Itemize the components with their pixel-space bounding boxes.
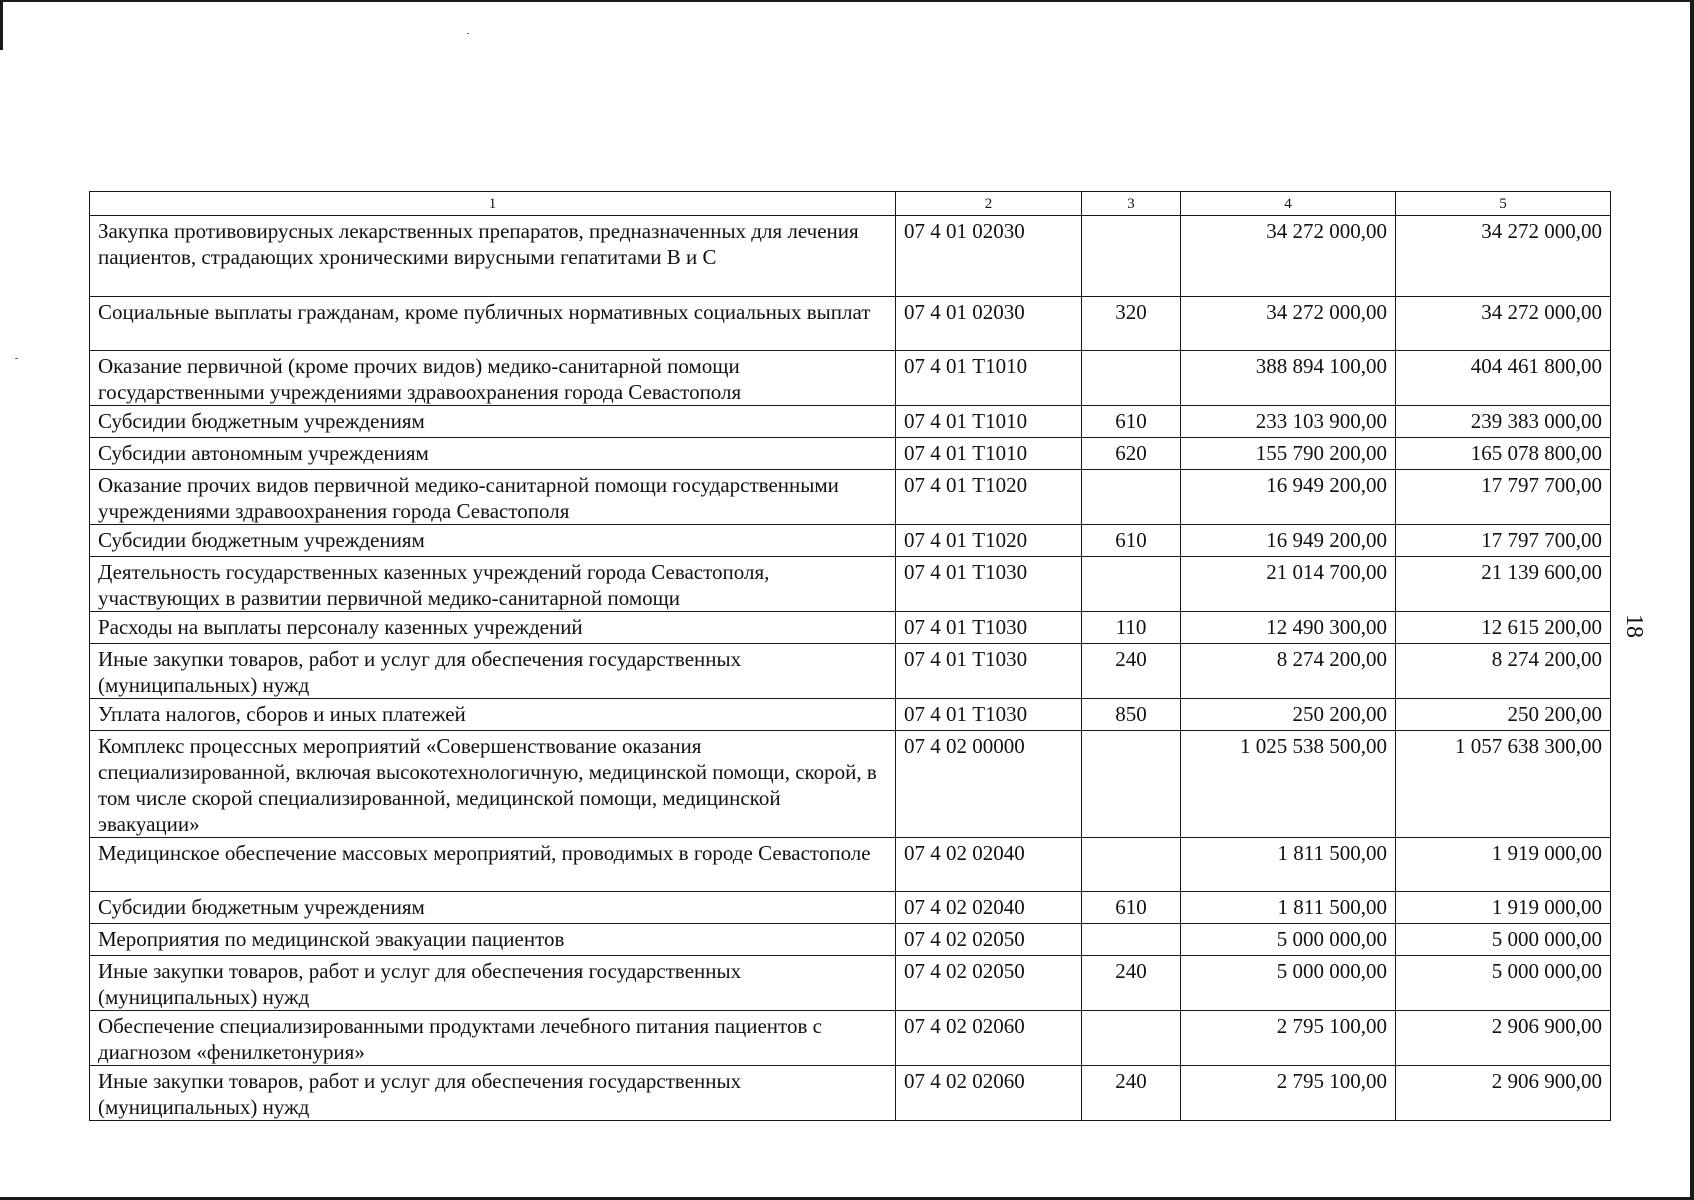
row-name-cell: Расходы на выплаты персоналу казенных учреждений — [90, 612, 896, 644]
row-code-cell: 07 4 02 02040 — [896, 892, 1082, 924]
row-expense-type-cell: 240 — [1082, 956, 1181, 1011]
row-code-cell: 07 4 02 02060 — [896, 1011, 1082, 1066]
table-body — [90, 216, 1611, 1121]
row-amount-year1-cell: 2 795 100,00 — [1181, 1011, 1396, 1066]
table-row — [90, 924, 1611, 956]
row-expense-type-cell: 610 — [1082, 892, 1181, 924]
row-expense-type-cell — [1082, 557, 1181, 612]
table-row — [90, 644, 1611, 699]
row-name-cell: Уплата налогов, сборов и иных платежей — [90, 699, 896, 731]
row-amount-year1-cell: 12 490 300,00 — [1181, 612, 1396, 644]
row-code-cell: 07 4 01 Т1030 — [896, 644, 1082, 699]
row-amount-year1-cell: 155 790 200,00 — [1181, 438, 1396, 470]
budget-table — [89, 191, 1611, 1121]
row-amount-year2-cell: 21 139 600,00 — [1396, 557, 1611, 612]
row-name-cell: Оказание первичной (кроме прочих видов) медико-санитарной помощи государственными учреждениями здравоохранения города Севастополя — [90, 351, 896, 406]
row-expense-type-cell — [1082, 731, 1181, 838]
row-amount-year2-cell: 165 078 800,00 — [1396, 438, 1611, 470]
row-name-cell: Субсидии бюджетным учреждениям — [90, 892, 896, 924]
table-row — [90, 438, 1611, 470]
row-amount-year2-cell: 250 200,00 — [1396, 699, 1611, 731]
row-amount-year1-cell: 250 200,00 — [1181, 699, 1396, 731]
row-expense-type-cell — [1082, 924, 1181, 956]
row-amount-year1-cell: 5 000 000,00 — [1181, 924, 1396, 956]
row-amount-year1-cell: 388 894 100,00 — [1181, 351, 1396, 406]
row-code-cell: 07 4 01 Т1030 — [896, 699, 1082, 731]
row-amount-year1-cell: 5 000 000,00 — [1181, 956, 1396, 1011]
table-row — [90, 406, 1611, 438]
row-expense-type-cell — [1082, 216, 1181, 297]
row-name-cell: Субсидии автономным учреждениям — [90, 438, 896, 470]
row-code-cell: 07 4 01 Т1030 — [896, 557, 1082, 612]
row-amount-year2-cell: 2 906 900,00 — [1396, 1066, 1611, 1121]
row-code-cell: 07 4 02 02040 — [896, 838, 1082, 892]
row-amount-year2-cell: 17 797 700,00 — [1396, 470, 1611, 525]
row-code-cell: 07 4 01 Т1010 — [896, 406, 1082, 438]
table-row — [90, 297, 1611, 351]
row-amount-year1-cell: 1 025 538 500,00 — [1181, 731, 1396, 838]
row-name-cell: Иные закупки товаров, работ и услуг для обеспечения государственных (муниципальных) нужд — [90, 1066, 896, 1121]
row-name-cell: Социальные выплаты гражданам, кроме публичных нормативных социальных выплат — [90, 297, 896, 351]
row-expense-type-cell: 320 — [1082, 297, 1181, 351]
row-amount-year2-cell: 239 383 000,00 — [1396, 406, 1611, 438]
scan-speck — [15, 358, 18, 359]
row-amount-year1-cell: 8 274 200,00 — [1181, 644, 1396, 699]
table-row — [90, 470, 1611, 525]
row-amount-year1-cell: 34 272 000,00 — [1181, 297, 1396, 351]
table-row — [90, 351, 1611, 406]
row-name-cell: Мероприятия по медицинской эвакуации пациентов — [90, 924, 896, 956]
row-amount-year1-cell: 16 949 200,00 — [1181, 525, 1396, 557]
row-amount-year2-cell: 34 272 000,00 — [1396, 216, 1611, 297]
row-amount-year1-cell: 21 014 700,00 — [1181, 557, 1396, 612]
row-amount-year2-cell: 1 919 000,00 — [1396, 892, 1611, 924]
row-code-cell: 07 4 01 02030 — [896, 297, 1082, 351]
table-row — [90, 612, 1611, 644]
row-expense-type-cell: 240 — [1082, 644, 1181, 699]
table-row — [90, 731, 1611, 838]
scan-speck — [467, 33, 469, 34]
row-code-cell: 07 4 01 Т1030 — [896, 612, 1082, 644]
row-amount-year2-cell: 5 000 000,00 — [1396, 924, 1611, 956]
row-expense-type-cell: 850 — [1082, 699, 1181, 731]
table-header-row — [90, 192, 1611, 216]
table-row — [90, 1011, 1611, 1066]
row-amount-year1-cell: 34 272 000,00 — [1181, 216, 1396, 297]
row-code-cell: 07 4 02 00000 — [896, 731, 1082, 838]
column-header: 1 — [90, 192, 896, 216]
row-amount-year2-cell: 2 906 900,00 — [1396, 1011, 1611, 1066]
row-name-cell: Медицинское обеспечение массовых мероприятий, проводимых в городе Севастополе — [90, 838, 896, 892]
row-code-cell: 07 4 02 02050 — [896, 924, 1082, 956]
row-amount-year2-cell: 12 615 200,00 — [1396, 612, 1611, 644]
scan-edge-right — [1690, 0, 1694, 1200]
row-expense-type-cell: 110 — [1082, 612, 1181, 644]
row-expense-type-cell — [1082, 1011, 1181, 1066]
table-row — [90, 956, 1611, 1011]
row-code-cell: 07 4 02 02050 — [896, 956, 1082, 1011]
row-code-cell: 07 4 02 02060 — [896, 1066, 1082, 1121]
row-amount-year2-cell: 1 919 000,00 — [1396, 838, 1611, 892]
row-amount-year2-cell: 1 057 638 300,00 — [1396, 731, 1611, 838]
row-amount-year2-cell: 5 000 000,00 — [1396, 956, 1611, 1011]
table-row — [90, 892, 1611, 924]
row-name-cell: Оказание прочих видов первичной медико-санитарной помощи государственными учреждениями здравоохранения города Севастополя — [90, 470, 896, 525]
row-name-cell: Обеспечение специализированными продуктами лечебного питания пациентов с диагнозом «фенилкетонурия» — [90, 1011, 896, 1066]
table-row — [90, 525, 1611, 557]
row-expense-type-cell: 610 — [1082, 406, 1181, 438]
row-expense-type-cell: 240 — [1082, 1066, 1181, 1121]
table-row — [90, 216, 1611, 297]
table-row — [90, 557, 1611, 612]
row-name-cell: Деятельность государственных казенных учреждений города Севастополя, участвующих в развитии первичной медико-санитарной помощи — [90, 557, 896, 612]
row-expense-type-cell — [1082, 838, 1181, 892]
row-name-cell: Субсидии бюджетным учреждениям — [90, 406, 896, 438]
table-row — [90, 1066, 1611, 1121]
row-code-cell: 07 4 01 Т1020 — [896, 525, 1082, 557]
row-amount-year1-cell: 1 811 500,00 — [1181, 838, 1396, 892]
row-code-cell: 07 4 01 02030 — [896, 216, 1082, 297]
column-header: 5 — [1396, 192, 1611, 216]
row-expense-type-cell: 620 — [1082, 438, 1181, 470]
row-name-cell: Субсидии бюджетным учреждениям — [90, 525, 896, 557]
row-name-cell: Комплекс процессных мероприятий «Совершенствование оказания специализированной, включая высокотехнологичную, медицинской помощи, скорой, в том числе скорой специализированной, медицинской помощи, медицинской эвакуации» — [90, 731, 896, 838]
scan-edge-top — [0, 0, 1694, 2]
row-code-cell: 07 4 01 Т1010 — [896, 351, 1082, 406]
row-amount-year1-cell: 233 103 900,00 — [1181, 406, 1396, 438]
row-amount-year2-cell: 34 272 000,00 — [1396, 297, 1611, 351]
table-row — [90, 838, 1611, 892]
row-amount-year1-cell: 16 949 200,00 — [1181, 470, 1396, 525]
row-name-cell: Иные закупки товаров, работ и услуг для обеспечения государственных (муниципальных) нужд — [90, 644, 896, 699]
row-code-cell: 07 4 01 Т1010 — [896, 438, 1082, 470]
column-header: 3 — [1082, 192, 1181, 216]
row-amount-year2-cell: 404 461 800,00 — [1396, 351, 1611, 406]
row-expense-type-cell — [1082, 351, 1181, 406]
row-name-cell: Иные закупки товаров, работ и услуг для обеспечения государственных (муниципальных) нужд — [90, 956, 896, 1011]
scan-edge-left — [0, 0, 3, 50]
row-amount-year2-cell: 17 797 700,00 — [1396, 525, 1611, 557]
row-amount-year2-cell: 8 274 200,00 — [1396, 644, 1611, 699]
row-amount-year1-cell: 1 811 500,00 — [1181, 892, 1396, 924]
column-header: 2 — [896, 192, 1082, 216]
column-header: 4 — [1181, 192, 1396, 216]
row-expense-type-cell: 610 — [1082, 525, 1181, 557]
page-number: 18 — [1621, 614, 1647, 638]
row-code-cell: 07 4 01 Т1020 — [896, 470, 1082, 525]
row-expense-type-cell — [1082, 470, 1181, 525]
table-row — [90, 699, 1611, 731]
row-name-cell: Закупка противовирусных лекарственных препаратов, предназначенных для лечения пациентов, страдающих хроническими вирусными гепатитами В и С — [90, 216, 896, 297]
row-amount-year1-cell: 2 795 100,00 — [1181, 1066, 1396, 1121]
